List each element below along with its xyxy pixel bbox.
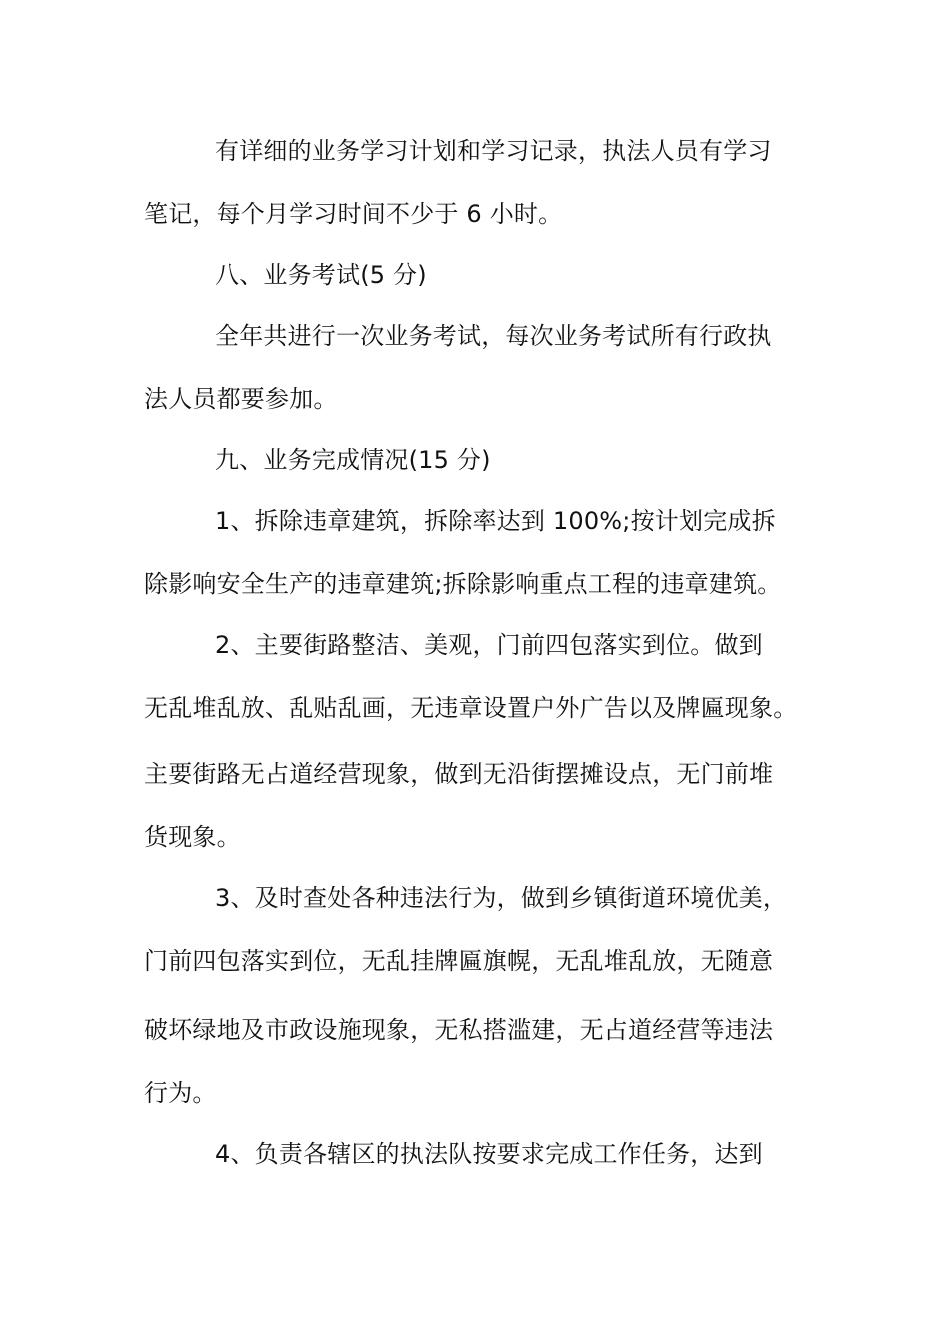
paragraph-line: 有详细的业务学习计划和学习记录，执法人员有学习 (215, 137, 772, 165)
paragraph-line: 破坏绿地及市政设施现象，无私搭滥建，无占道经营等违法 (144, 1016, 774, 1044)
paragraph-line: 全年共进行一次业务考试，每次业务考试所有行政执 (215, 322, 772, 350)
section-heading: 九、业务完成情况(15 分) (215, 446, 491, 474)
paragraph-line: 4、负责各辖区的执法队按要求完成工作任务，达到 (215, 1140, 763, 1168)
paragraph-line: 法人员都要参加。 (144, 385, 338, 413)
paragraph-line: 货现象。 (144, 823, 241, 851)
paragraph-line: 无乱堆乱放、乱贴乱画，无违章设置户外广告以及牌匾现象。 (144, 694, 798, 722)
paragraph-line: 1、拆除违章建筑，拆除率达到 100%;按计划完成拆 (215, 507, 776, 535)
paragraph-line: 主要街路无占道经营现象，做到无沿街摆摊设点，无门前堆 (144, 760, 774, 788)
paragraph-line: 2、主要街路整洁、美观，门前四包落实到位。做到 (215, 631, 763, 659)
paragraph-line: 3、及时查处各种违法行为，做到乡镇街道环境优美， (215, 884, 788, 912)
paragraph-line: 门前四包落实到位，无乱挂牌匾旗幌，无乱堆乱放，无随意 (144, 947, 774, 975)
paragraph-line: 除影响安全生产的违章建筑;拆除影响重点工程的违章建筑。 (144, 570, 782, 598)
section-heading: 八、业务考试(5 分) (215, 261, 427, 289)
paragraph-line: 行为。 (144, 1079, 217, 1107)
paragraph-line: 笔记，每个月学习时间不少于 6 小时。 (144, 200, 563, 228)
